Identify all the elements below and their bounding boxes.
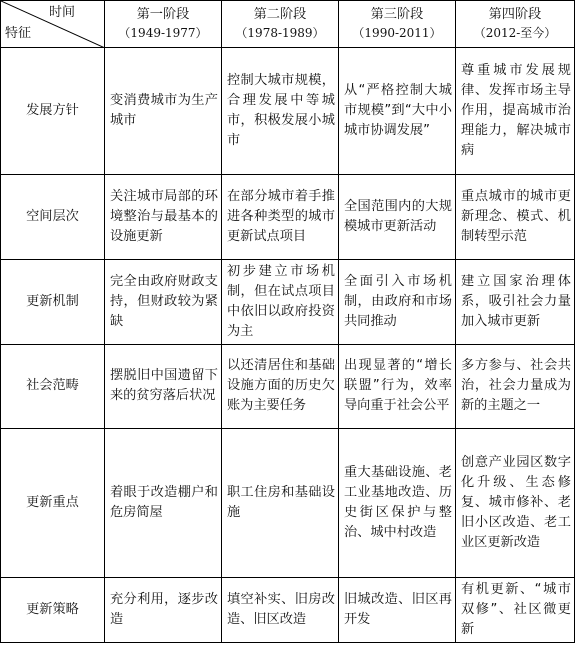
row-label: 社会范畴: [1, 344, 105, 429]
table-cell: 旧城改造、旧区再开发: [339, 578, 456, 643]
corner-header-cell: [1, 1, 105, 48]
row-label: 更新策略: [1, 578, 105, 643]
stage-header-2: [222, 1, 339, 48]
stage-header-4: [456, 1, 575, 48]
table-cell: 充分利用，逐步改造: [105, 578, 222, 643]
corner-time-label: 时间: [49, 5, 76, 20]
table-cell: 全面引入市场机制，由政府和市场共同推动: [339, 260, 456, 345]
table-cell: 创意产业园区数字化升级、生态修复、城市修补、老旧小区改造、老工业区更新改造: [456, 429, 575, 578]
stage-name: 第四阶段: [488, 7, 542, 23]
stage-period: （1990-2011）: [352, 26, 442, 41]
row-label: 发展方针: [1, 48, 105, 175]
table-cell: 着眼于改造棚户和危房简屋: [105, 429, 222, 578]
table-cell: 变消费城市为生产城市: [105, 48, 222, 175]
table-cell: 控制大城市规模，合理发展中等城市，积极发展小城市: [222, 48, 339, 175]
table-cell: 从“严格控制大城市规模”到“大中小城市协调发展”: [339, 48, 456, 175]
table-row-renewal-mechanism: [1, 260, 575, 345]
stage-name: 第二阶段: [253, 7, 307, 23]
table-row-spatial-level: [1, 175, 575, 260]
table-cell: 多方参与、社会共治，社会力量成为新的主题之一: [456, 344, 575, 429]
table-row-renewal-focus: [1, 429, 575, 578]
table-cell: 有机更新、“城市双修”、社区微更新: [456, 578, 575, 643]
stage-period: （1978-1989）: [235, 26, 325, 41]
table-cell: 完全由政府财政支持，但财政较为紧缺: [105, 260, 222, 345]
table-row-renewal-strategy: [1, 578, 575, 643]
table-cell: 尊重城市发展规律、发挥市场主导作用，提高城市治理能力，解决城市病: [456, 48, 575, 175]
table-cell: 建立国家治理体系，吸引社会力量加入城市更新: [456, 260, 575, 345]
table-row-development-policy: [1, 48, 575, 175]
table-cell: 全国范围内的大规模城市更新活动: [339, 175, 456, 260]
table-cell: 初步建立市场机制，但在试点项目中依旧以政府投资为主: [222, 260, 339, 345]
row-label: 空间层次: [1, 175, 105, 260]
table-cell: 职工住房和基础设施: [222, 429, 339, 578]
table-cell: 重大基础设施、老工业基地改造、历史街区保护与整治、城中村改造: [339, 429, 456, 578]
table-cell: 出现显著的“增长联盟”行为，效率导向重于社会公平: [339, 344, 456, 429]
table-cell: 以还清居住和基础设施方面的历史欠账为主要任务: [222, 344, 339, 429]
row-label: 更新机制: [1, 260, 105, 345]
table-cell: 摆脱旧中国遗留下来的贫穷落后状况: [105, 344, 222, 429]
table-cell: 在部分城市着手推进各种类型的城市更新试点项目: [222, 175, 339, 260]
row-label: 更新重点: [1, 429, 105, 578]
header-row: [1, 1, 575, 48]
stage-period: （2012-至今）: [473, 26, 557, 41]
stage-header-1: [105, 1, 222, 48]
table-cell: 填空补实、旧房改造、旧区改造: [222, 578, 339, 643]
table-cell: 关注城市局部的环境整治与最基本的设施更新: [105, 175, 222, 260]
stage-period: （1949-1977）: [118, 26, 208, 41]
corner-feature-label: 特征: [5, 26, 32, 41]
table-cell: 重点城市的城市更新理念、模式、机制转型示范: [456, 175, 575, 260]
stage-header-3: [339, 1, 456, 48]
stage-name: 第三阶段: [370, 7, 424, 23]
table-row-social-scope: [1, 344, 575, 429]
stage-name: 第一阶段: [136, 7, 190, 23]
